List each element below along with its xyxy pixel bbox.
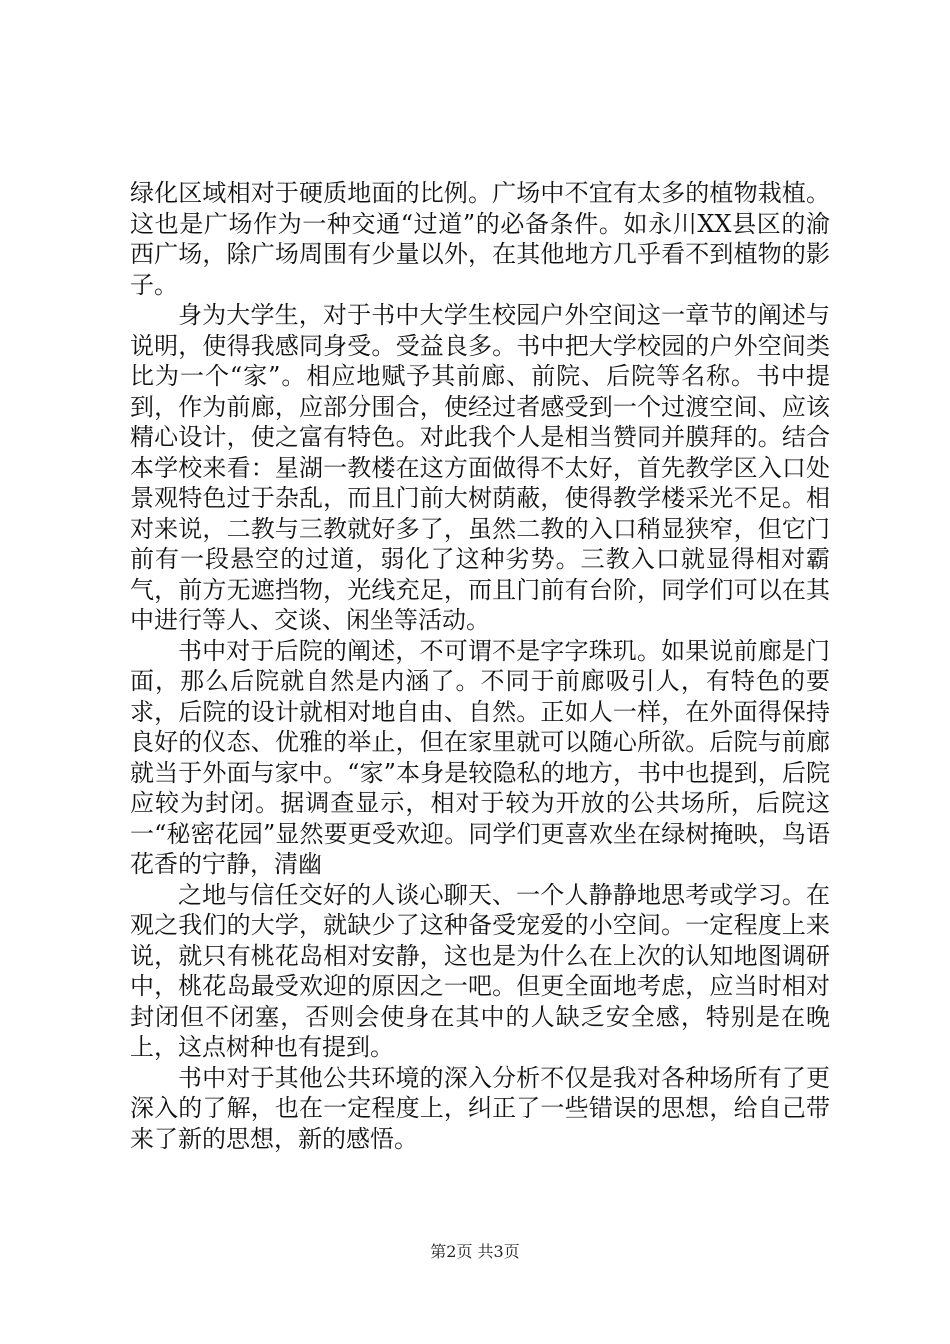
page-footer: 第2页 共3页: [430, 1242, 520, 1261]
paragraph-1: 绿化区域相对于硬质地面的比例。广场中不宜有太多的植物栽植。这也是广场作为一种交通“过道”的必备条件。如永川XX县区的渝西广场，除广场周围有少量以外，在其他地方几乎看不到植物的影子。: [130, 179, 830, 299]
paragraph-5: 书中对于其他公共环境的深入分析不仅是我对各种场所有了更深入的了解，也在一定程度上，纠正了一些错误的思想，给自己带来了新的思想，新的感悟。: [130, 1063, 830, 1153]
paragraph-2: 身为大学生，对于书中大学生校园户外空间这一章节的阐述与说明，使得我感同身受。受益良多。书中把大学校园的户外空间类比为一个“家”。相应地赋予其前廊、前院、后院等名称。书中提到，作为前廊，应部分围合，使经过者感受到一个过渡空间、应该精心设计，使之富有特色。对此我个人是相当赞同并膜拜的。结合本学校来看：星湖一教楼在这方面做得不太好，首先教学区入口处景观特色过于杂乱，而且门前大树荫蔽，使得教学楼采光不足。相对来说，二教与三教就好多了，虽然二教的入口稍显狭窄，但它门前有一段悬空的过道，弱化了这种劣势。三教入口就显得相对霸气，前方无遮挡物，光线充足，而且门前有台阶，同学们可以在其中进行等人、交谈、闲坐等活动。: [130, 301, 830, 634]
paragraph-4: 之地与信任交好的人谈心聊天、一个人静静地思考或学习。在观之我们的大学，就缺少了这种备受宠爱的小空间。一定程度上来说，就只有桃花岛相对安静，这也是为什么在上次的认知地图调研中，桃花岛最受欢迎的原因之一吧。但更全面地考虑，应当时相对封闭但不闭塞，否则会使身在其中的人缺乏安全感，特别是在晚上，这点树种也有提到。: [130, 880, 830, 1061]
paragraph-3: 书中对于后院的阐述，不可谓不是字字珠玑。如果说前廊是门面，那么后院就自然是内涵了。不同于前廊吸引人，有特色的要求，后院的设计就相对地自由、自然。正如人一样，在外面得保持良好的仪态、优雅的举止，但在家里就可以随心所欲。后院与前廊就当于外面与家中。“家”本身是较隐私的地方，书中也提到，后院应较为封闭。据调查显示，相对于较为开放的公共场所，后院这一“秘密花园”显然要更受欢迎。同学们更喜欢坐在绿树掩映，鸟语花香的宁静，清幽: [130, 636, 830, 878]
document-body: [130, 178, 830, 1154]
